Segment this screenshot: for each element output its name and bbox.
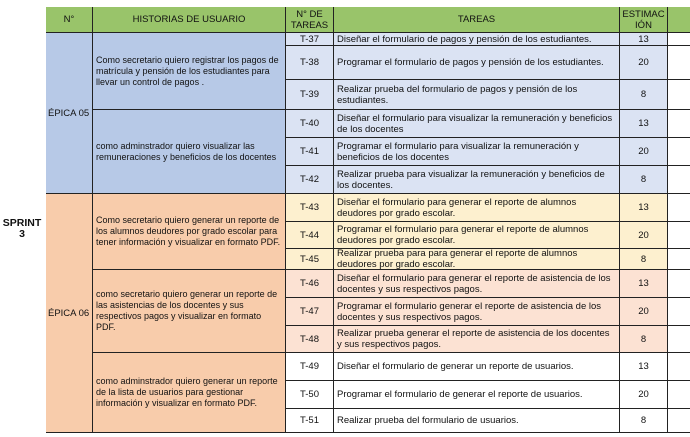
task-estimate-cell[interactable]: 13 bbox=[620, 353, 668, 381]
task-description-cell[interactable]: Realizar prueba para para generar el reporte de alumnos deudores por grado escolar. bbox=[334, 249, 620, 270]
task-estimate-cell[interactable]: 13 bbox=[620, 194, 668, 222]
task-description-cell[interactable]: Programar el formulario de generar el reporte de usuarios. bbox=[334, 381, 620, 409]
task-description-cell[interactable]: Programar el formulario para generar el reporte de alumnos deudores por grado escolar. bbox=[334, 222, 620, 249]
empty-cell[interactable] bbox=[668, 138, 690, 166]
header-estimate[interactable]: ESTIMAC IÓN bbox=[620, 7, 668, 33]
task-id-cell[interactable]: T-41 bbox=[286, 138, 334, 166]
task-description-cell[interactable]: Realizar prueba generar el reporte de asistencia de los docentes y sus respectivos pagos. bbox=[334, 326, 620, 353]
user-story-cell[interactable]: como adminstrador quiero generar un reporte de la lista de usuarios para gestionar información y visualizar en formato PDF. bbox=[93, 353, 286, 433]
task-estimate-cell[interactable]: 8 bbox=[620, 409, 668, 433]
empty-cell[interactable] bbox=[668, 33, 690, 46]
task-estimate-cell[interactable]: 8 bbox=[620, 166, 668, 194]
task-description-cell[interactable]: Programar el formulario de pagos y pensión de los estudiantes. bbox=[334, 46, 620, 80]
empty-cell[interactable] bbox=[668, 298, 690, 326]
empty-cell[interactable] bbox=[668, 46, 690, 80]
task-estimate-cell[interactable]: 20 bbox=[620, 298, 668, 326]
task-estimate-cell[interactable]: 8 bbox=[620, 249, 668, 270]
task-description-cell[interactable]: Diseñar el formulario para generar el reporte de alumnos deudores por grado escolar. bbox=[334, 194, 620, 222]
header-story[interactable]: HISTORIAS DE USUARIO bbox=[93, 7, 286, 33]
epic-cell[interactable]: ÉPICA 05 bbox=[46, 33, 93, 194]
task-id-cell[interactable]: T-40 bbox=[286, 110, 334, 138]
task-id-cell[interactable]: T-43 bbox=[286, 194, 334, 222]
task-id-cell[interactable]: T-50 bbox=[286, 381, 334, 409]
header-tasks[interactable]: TAREAS bbox=[334, 7, 620, 33]
task-estimate-cell[interactable]: 13 bbox=[620, 270, 668, 298]
empty-cell[interactable] bbox=[668, 270, 690, 298]
task-description-cell[interactable]: Diseñar el formulario para generar el reporte de asistencia de los docentes y sus respectivos pagos. bbox=[334, 270, 620, 298]
task-description-cell[interactable]: Programar el formulario para visualizar la remuneración y beneficios de los docentes bbox=[334, 138, 620, 166]
user-story-cell[interactable]: como secretario quiero generar un reporte de las asistencias de los docentes y sus respectivos pagos y visualizar en formato PDF. bbox=[93, 270, 286, 353]
task-id-cell[interactable]: T-45 bbox=[286, 249, 334, 270]
task-id-cell[interactable]: T-46 bbox=[286, 270, 334, 298]
task-estimate-cell[interactable]: 20 bbox=[620, 222, 668, 249]
task-id-cell[interactable]: T-42 bbox=[286, 166, 334, 194]
task-id-cell[interactable]: T-47 bbox=[286, 298, 334, 326]
task-estimate-cell[interactable]: 13 bbox=[620, 110, 668, 138]
empty-cell[interactable] bbox=[668, 326, 690, 353]
task-description-cell[interactable]: Realizar prueba para visualizar la remuneración y beneficios de los docentes. bbox=[334, 166, 620, 194]
task-estimate-cell[interactable]: 20 bbox=[620, 138, 668, 166]
task-description-cell[interactable]: Diseñar el formulario de pagos y pensión de los estudiantes. bbox=[334, 33, 620, 46]
empty-cell[interactable] bbox=[668, 110, 690, 138]
task-id-cell[interactable]: T-37 bbox=[286, 33, 334, 46]
task-estimate-cell[interactable]: 20 bbox=[620, 46, 668, 80]
task-description-cell[interactable]: Programar el formulario generar el reporte de asistencia de los docentes y sus respectivos pagos. bbox=[334, 298, 620, 326]
task-id-cell[interactable]: T-44 bbox=[286, 222, 334, 249]
header-epic[interactable]: N° bbox=[46, 7, 93, 33]
user-story-cell[interactable]: como adminstrador quiero visualizar las remuneraciones y beneficios de los docentes bbox=[93, 110, 286, 194]
empty-cell[interactable] bbox=[668, 166, 690, 194]
empty-cell[interactable] bbox=[668, 381, 690, 409]
empty-cell[interactable] bbox=[668, 194, 690, 222]
empty-cell[interactable] bbox=[668, 222, 690, 249]
task-description-cell[interactable]: Realizar prueba del formulario de pagos y pensión de los estudiantes. bbox=[334, 80, 620, 110]
header-task-no[interactable]: N° DE TAREAS bbox=[286, 7, 334, 33]
task-estimate-cell[interactable]: 13 bbox=[620, 33, 668, 46]
task-id-cell[interactable]: T-39 bbox=[286, 80, 334, 110]
task-id-cell[interactable]: T-38 bbox=[286, 46, 334, 80]
user-story-cell[interactable]: Como secretario quiero generar un reporte de los alumnos deudores por grado escolar para tener información y visualizar en formato PDF. bbox=[93, 194, 286, 270]
task-id-cell[interactable]: T-48 bbox=[286, 326, 334, 353]
empty-cell[interactable] bbox=[668, 249, 690, 270]
task-estimate-cell[interactable]: 8 bbox=[620, 326, 668, 353]
user-story-cell[interactable]: Como secretario quiero registrar los pagos de matrícula y pensión de los estudiantes para llevar un control de pagos . bbox=[93, 33, 286, 110]
task-id-cell[interactable]: T-49 bbox=[286, 353, 334, 381]
task-id-cell[interactable]: T-51 bbox=[286, 409, 334, 433]
task-description-cell[interactable]: Diseñar el formulario para visualizar la remuneración y beneficios de los docentes bbox=[334, 110, 620, 138]
task-description-cell[interactable]: Diseñar el formulario de generar un reporte de usuarios. bbox=[334, 353, 620, 381]
task-estimate-cell[interactable]: 20 bbox=[620, 381, 668, 409]
empty-cell[interactable] bbox=[668, 80, 690, 110]
task-description-cell[interactable]: Realizar prueba del formulario de usuarios. bbox=[334, 409, 620, 433]
header-extra bbox=[668, 7, 690, 33]
empty-cell[interactable] bbox=[668, 353, 690, 381]
sprint-label[interactable]: SPRINT 3 bbox=[2, 217, 42, 240]
empty-cell[interactable] bbox=[668, 409, 690, 433]
task-estimate-cell[interactable]: 8 bbox=[620, 80, 668, 110]
epic-cell[interactable]: ÉPICA 06 bbox=[46, 194, 93, 433]
